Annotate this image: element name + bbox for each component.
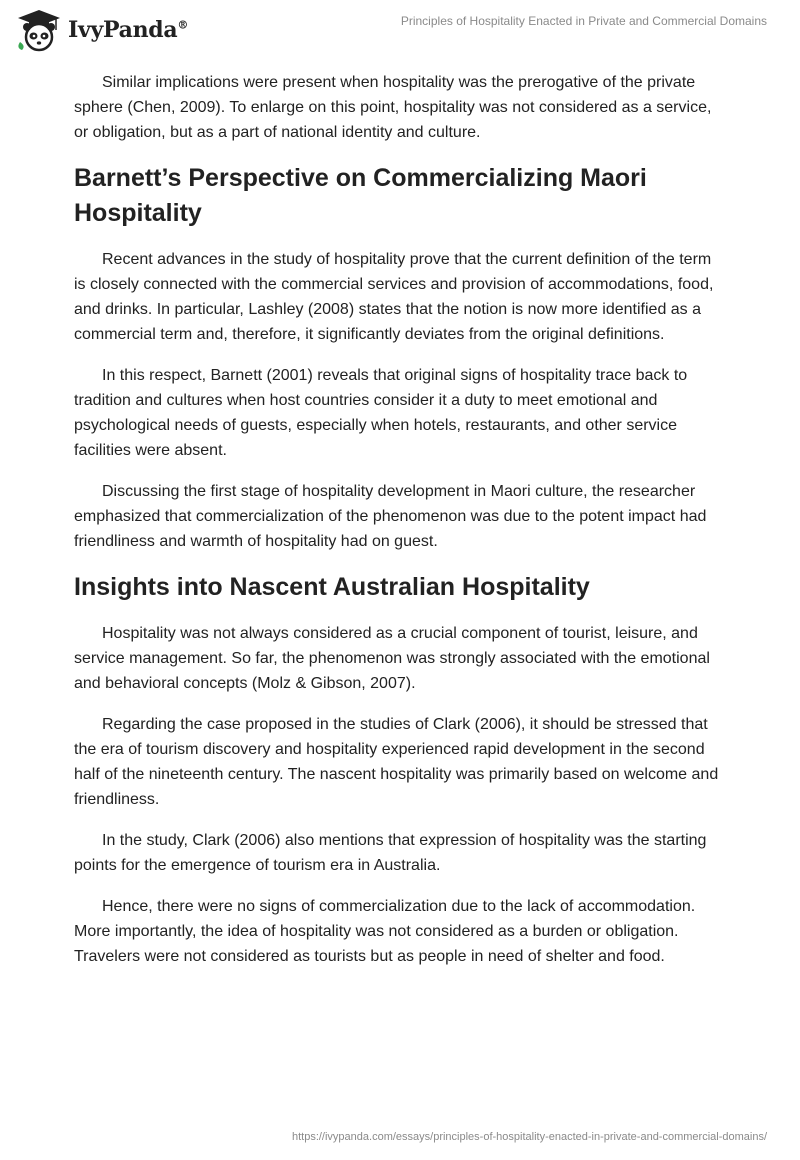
article-body bbox=[74, 70, 724, 985]
paragraph-6: Regarding the case proposed in the studies of Clark (2006), it should be stressed that the era of tourism discovery and hospitality experienced rapid development in the second half of the nineteenth century. The nascent hospitality was primarily based on welcome and friendliness. bbox=[74, 716, 719, 808]
panda-logo-icon bbox=[16, 8, 62, 52]
source-url-link[interactable]: https://ivypanda.com/essays/principles-of-hospitality-enacted-in-private-and-commercial-domains/ bbox=[291, 1131, 767, 1143]
paragraph-8: Hence, there were no signs of commercialization due to the lack of accommodation. More importantly, the idea of hospitality was not considered as a burden or obligation. Travelers were not considered as tourists but as people in need of shelter and food. bbox=[74, 898, 696, 965]
page-header bbox=[0, 0, 800, 60]
paragraph-5: Hospitality was not always considered as a crucial component of tourist, leisure, and service management. So far, the phenomenon was strongly associated with the emotional and behavioral concepts (Molz & Gibson, 2007). bbox=[74, 625, 710, 692]
paragraph-7: In the study, Clark (2006) also mentions that expression of hospitality was the starting points for the emergence of tourism era in Australia. bbox=[74, 832, 707, 874]
section-heading-australian: Insights into Nascent Australian Hospitality bbox=[74, 573, 590, 601]
ivypanda-logo[interactable] bbox=[16, 8, 188, 52]
logo-wordmark: IvyPanda® bbox=[68, 17, 189, 43]
paragraph-1: Similar implications were present when hospitality was the prerogative of the private sphere (Chen, 2009). To enlarge on this point, hospitality was not considered as a service, or obligation, but as a part of national identity and culture. bbox=[74, 74, 712, 141]
document-title: Principles of Hospitality Enacted in Private and Commercial Domains bbox=[400, 14, 767, 28]
paragraph-2: Recent advances in the study of hospitality prove that the current definition of the term is closely connected with the commercial services and provision of accommodations, food, and drinks. In particular, Lashley (2008) states that the notion is now more identified as a commercial term and, therefore, it significantly deviates from the original definitions. bbox=[74, 251, 714, 343]
paragraph-4: Discussing the first stage of hospitality development in Maori culture, the researcher emphasized that commercialization of the phenomenon was due to the potent impact had friendliness and warmth of hospitality had on guest. bbox=[74, 483, 707, 550]
section-heading-barnett: Barnett’s Perspective on Commercializing Maori Hospitality bbox=[74, 164, 647, 227]
registered-mark: ® bbox=[177, 18, 189, 32]
paragraph-3: In this respect, Barnett (2001) reveals that original signs of hospitality trace back to tradition and cultures when host countries consider it a duty to meet emotional and psychological needs of guests, especially when hotels, restaurants, and other service facilities were absent. bbox=[74, 367, 688, 459]
